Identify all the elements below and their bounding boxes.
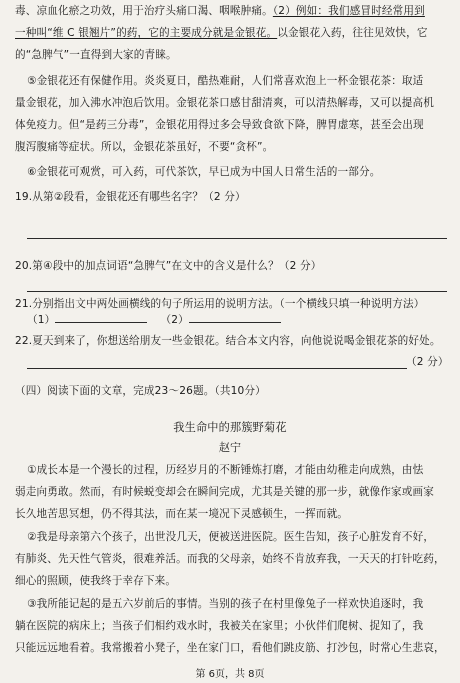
answer-line-19[interactable] bbox=[27, 238, 447, 239]
question-22-score: （2 分） bbox=[406, 356, 449, 368]
answer-line-22[interactable] bbox=[27, 368, 407, 369]
article-paragraph-2-line: ②我是母亲第六个孩子，出世没几天，便被送进医院。医生告知，孩子心脏发育不好， bbox=[27, 531, 435, 543]
passage-line bbox=[15, 4, 453, 18]
answer-blank-2[interactable] bbox=[189, 312, 281, 323]
article-author: 赵宁 bbox=[218, 441, 242, 454]
paragraph-5-line: 体免疫力。但“是药三分毒”，金银花用得过多会导致食欲下降，脾胃虚寒，甚至会出现 bbox=[15, 119, 424, 131]
question-19: 19.从第②段看，金银花还有哪些名字？（2 分） bbox=[15, 191, 246, 203]
article-paragraph-3-line: ③我所能记起的是五六岁前后的事情。当别的孩子在村里像兔子一样欢快追逐时，我 bbox=[27, 598, 424, 610]
underlined-sentence: 一种叫“维 C 银翘片”的药，它的主要成分就是金银花。 bbox=[15, 27, 278, 39]
page-number-footer: 第 6页，共 8页 bbox=[195, 669, 265, 680]
passage-text: 毒、凉血化瘀之功效，用于治疗头痛口渴、咽喉肿痛。 bbox=[15, 5, 273, 17]
article-paragraph-1-line: 长久地苦思冥想，仍不得其法，而在某一境况下灵感顿生，一挥而就。 bbox=[15, 508, 349, 520]
answer-blank-1[interactable] bbox=[55, 312, 147, 323]
passage-line bbox=[15, 26, 453, 40]
blank-2-label: （2） bbox=[160, 314, 189, 326]
blank-1-label: （1） bbox=[27, 314, 56, 326]
article-paragraph-3-line: 只能远远地看着。我常搬着小凳子，坐在家门口，看他们跳皮筋、打沙包，时常心生悲哀， bbox=[15, 642, 445, 654]
paragraph-5-line: ⑤金银花还有保健作用。炎炎夏日，酷热难耐，人们常喜欢泡上一杯金银花茶：取适 bbox=[27, 75, 424, 87]
paragraph-5-line: 量金银花，加入沸水冲泡后饮用。金银花茶口感甘甜清爽，可以清热解毒，又可以提高机 bbox=[15, 97, 435, 109]
article-paragraph-3-line: 躺在医院的病床上；当孩子们相约戏水时，我被关在家里；小伙伴们爬树、捉知了，我 bbox=[15, 620, 424, 632]
paragraph-6-line: ⑥金银花可观赏，可入药，可代茶饮，早已成为中国人日常生活的一部分。 bbox=[27, 166, 381, 178]
passage-text: 以金银花入药，往往见效快，它 bbox=[277, 27, 428, 39]
article-title: 我生命中的那簇野菊花 bbox=[173, 421, 287, 434]
question-22: 22.夏天到来了，你想送给朋友一些金银花。结合本文内容，向他说说喝金银花茶的好处。 bbox=[15, 335, 441, 347]
article-paragraph-2-line: 有肺炎、先天性气管炎，很难养活。而我的父母亲，始终不肯放弃我，一天天的打针吃药， bbox=[15, 553, 445, 565]
question-21-blanks bbox=[27, 312, 453, 327]
article-paragraph-1-line: ①成长本是一个漫长的过程，历经岁月的不断锤炼打磨，才能由幼稚走向成熟，由怯 bbox=[27, 464, 424, 476]
underlined-sentence: （2）例如：我们感冒时经常用到 bbox=[272, 5, 425, 17]
question-21: 21.分别指出文中两处画横线的句子所运用的说明方法。（一个横线只填一种说明方法） bbox=[15, 298, 425, 310]
section-4-heading: （四）阅读下面的文章，完成23～26题。（共10分） bbox=[15, 385, 266, 397]
answer-line-20[interactable] bbox=[27, 291, 447, 292]
paragraph-5-line: 腹泻腹痛等症状。所以，金银花茶虽好，不要“贪杯”。 bbox=[15, 141, 274, 153]
passage-line: 的“急脾气”一直得到大家的青睐。 bbox=[15, 49, 177, 61]
article-paragraph-1-line: 弱走向勇敢。然而，有时候蜕变却会在瞬间完成，尤其是关键的那一步，就像作家或画家 bbox=[15, 486, 435, 498]
question-20: 20.第④段中的加点词语“急脾气”在文中的含义是什么？（2 分） bbox=[15, 260, 322, 272]
article-paragraph-2-line: 细心的照顾，使我终于幸存下来。 bbox=[15, 575, 177, 587]
